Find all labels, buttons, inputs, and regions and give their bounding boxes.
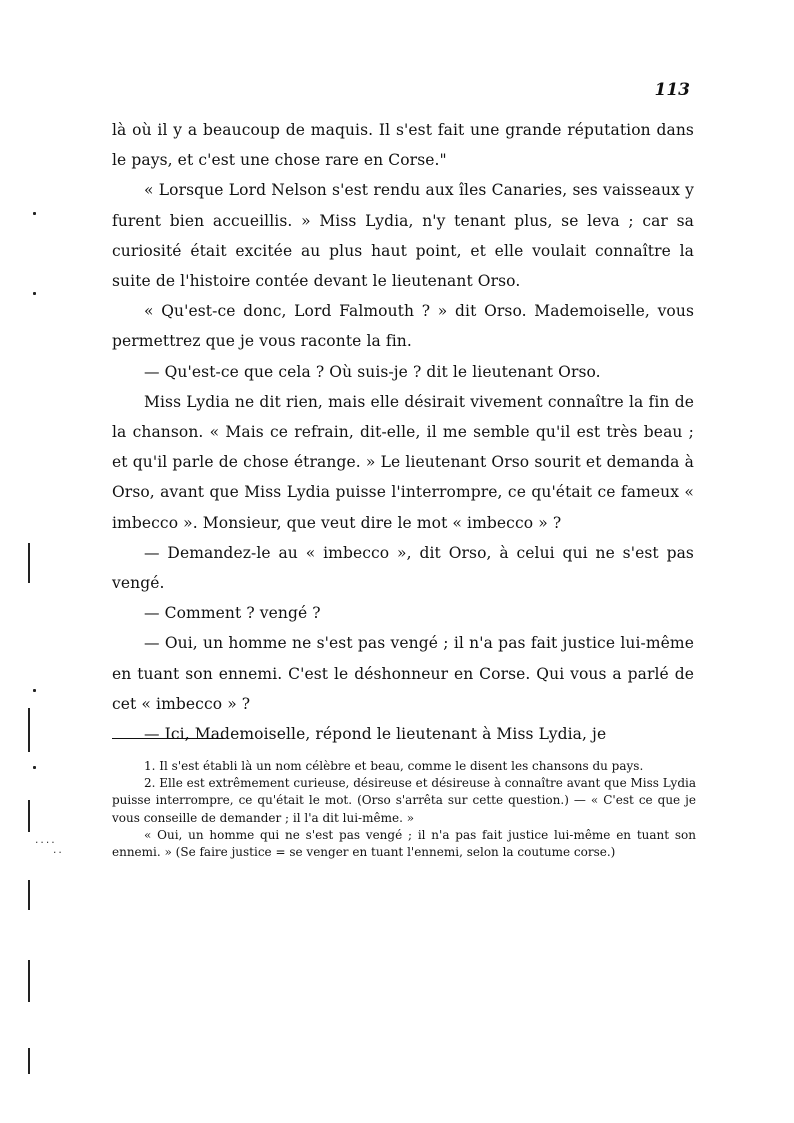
paragraph: là où il y a beaucoup de maquis. Il s'est fait une grande réputation dans le pays, et c'est une chose rare en Corse.": [112, 121, 694, 170]
scan-mark: ..: [52, 846, 63, 856]
scan-edge-line: [28, 800, 30, 832]
scan-edge-line: [28, 543, 30, 583]
paragraph: — Ici, Mademoiselle, répond le lieutenant à Miss Lydia, je: [144, 725, 607, 744]
paragraph: — Comment ? vengé ?: [144, 604, 321, 623]
paragraph: — Demandez-le au « imbecco », dit Orso, à celui qui ne s'est pas vengé.: [112, 543, 694, 593]
scan-speck: [33, 292, 36, 295]
scan-edge-line: [28, 708, 30, 752]
page-number: 113: [654, 80, 690, 100]
scan-edge-line: [28, 960, 30, 1002]
scan-speck: [33, 212, 36, 215]
scan-edge-line: [28, 880, 30, 910]
footnote: 1. Il s'est établi là un nom célèbre et beau, comme le disent les chansons du pays.: [144, 759, 644, 773]
paragraph: « Qu'est-ce donc, Lord Falmouth ? » dit Orso. Mademoiselle, vous permettrez que je vous raconte la fin.: [112, 302, 694, 351]
footnote: 2. Elle est extrêmement curieuse, désireuse et désireuse à connaître avant que Miss Lydia puisse interrompre, ce qu'était le mot. (Orso s'arrêta sur cette question.) — « C'est ce que je vous conseille de demander ; il l'a dit lui-même. »: [112, 776, 696, 825]
scan-edge-line: [28, 1048, 30, 1074]
paragraph: « Lorsque Lord Nelson s'est rendu aux îles Canaries, ses vaisseaux y furent bien accueillis. » Miss Lydia, n'y tenant plus, se leva ; car sa curiosité était excitée au plus haut point, et elle voulait connaître la suite de l'histoire contée devant le lieutenant Orso.: [112, 181, 694, 291]
paragraph: Miss Lydia ne dit rien, mais elle désirait vivement connaître la fin de la chanson. « Mais ce refrain, dit-elle, il me semble qu'il est très beau ; et qu'il parle de chose étrange. » Le lieutenant Orso sourit et demanda à Orso, avant que Miss Lydia puisse l'interrompre, ce qu'était ce fameux « imbecco ». Monsieur, que veut dire le mot « imbecco » ?: [112, 392, 694, 532]
main-text: [112, 115, 694, 749]
paragraph: — Oui, un homme ne s'est pas vengé ; il n'a pas fait justice lui-même en tuant son ennemi. C'est le déshonneur en Corse. Qui vous a parlé de cet « imbecco » ?: [112, 634, 694, 713]
paragraph: — Qu'est-ce que cela ? Où suis-je ? dit le lieutenant Orso.: [144, 362, 601, 381]
scan-speck: [33, 689, 36, 692]
scan-speck: [33, 766, 36, 769]
scan-mark: ....: [34, 836, 56, 846]
footnotes: [112, 758, 696, 861]
footnote-separator: [112, 738, 224, 739]
footnote: « Oui, un homme qui ne s'est pas vengé ; il n'a pas fait justice lui-même en tuant son ennemi. » (Se faire justice = se venger en tuant l'ennemi, selon la coutume corse.): [112, 827, 696, 860]
